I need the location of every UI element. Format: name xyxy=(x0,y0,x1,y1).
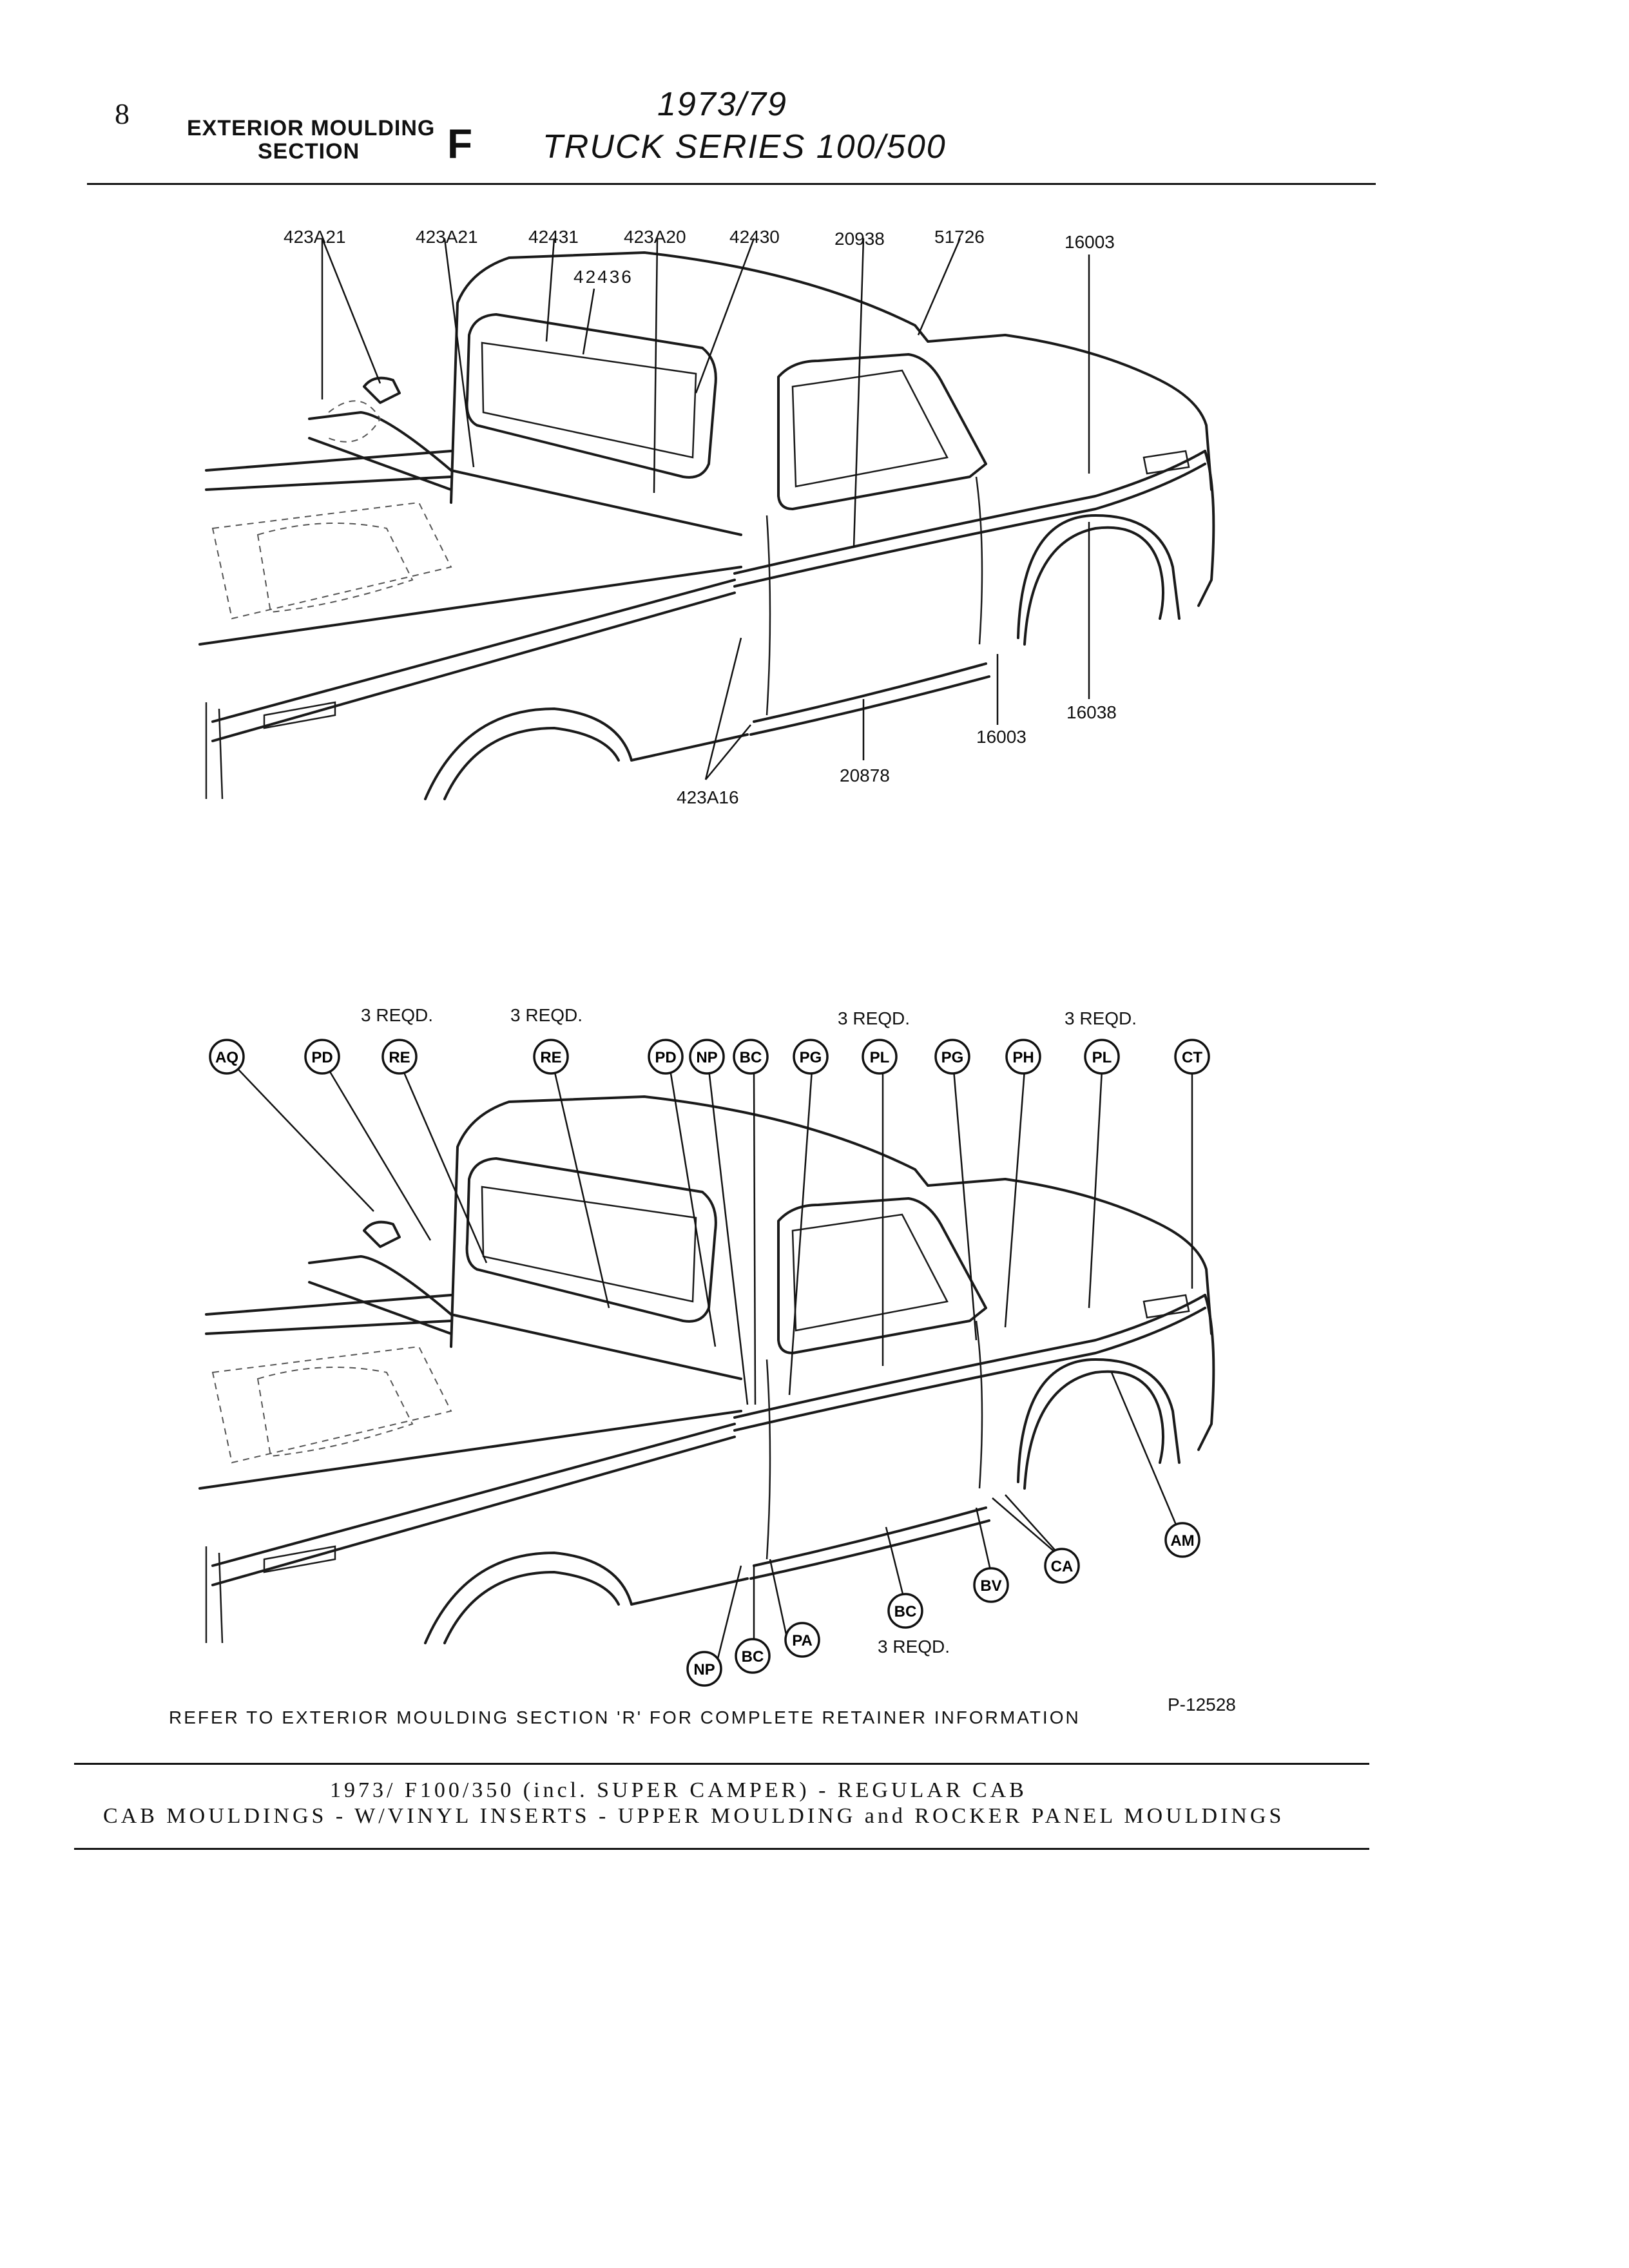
callout-aq xyxy=(210,1040,244,1073)
qty-label-pl-1: 3 REQD. xyxy=(838,1008,911,1028)
callout-bv xyxy=(974,1568,1008,1602)
svg-text:NP: NP xyxy=(693,1661,715,1678)
part-number-42430: 42430 xyxy=(729,227,780,247)
section-letter: F xyxy=(447,120,473,167)
top-leader-lines xyxy=(322,238,1089,780)
section-title-line2: SECTION xyxy=(258,139,360,164)
svg-text:CA: CA xyxy=(1050,1558,1074,1575)
figure-number: P-12528 xyxy=(1168,1695,1236,1715)
svg-text:BC: BC xyxy=(741,1648,764,1666)
svg-text:PG: PG xyxy=(799,1049,822,1066)
part-number-42436: 42436 xyxy=(574,267,633,287)
caption-line2: CAB MOULDINGS - W/VINYL INSERTS - UPPER MOULDING and ROCKER PANEL MOULDINGS xyxy=(103,1804,1285,1828)
part-number-42431: 42431 xyxy=(528,227,579,247)
svg-text:PA: PA xyxy=(792,1632,813,1649)
callout-pd-1 xyxy=(305,1040,339,1073)
caption-line1: 1973/ F100/350 (incl. SUPER CAMPER) - REGULAR CAB xyxy=(330,1778,1027,1802)
svg-text:PD: PD xyxy=(311,1049,333,1066)
svg-text:BC: BC xyxy=(739,1049,762,1066)
callout-am xyxy=(1166,1523,1199,1557)
page-number: 8 xyxy=(115,97,130,130)
part-number-423a20: 423A20 xyxy=(624,227,686,247)
callout-ct xyxy=(1175,1040,1209,1073)
svg-text:RE: RE xyxy=(389,1049,410,1066)
section-title-line1: EXTERIOR MOULDING xyxy=(187,116,436,140)
part-number-20878: 20878 xyxy=(840,765,890,785)
part-number-423a16: 423A16 xyxy=(677,787,739,807)
retainer-note: REFER TO EXTERIOR MOULDING SECTION 'R' FOR COMPLETE RETAINER INFORMATION xyxy=(169,1707,1081,1727)
svg-text:RE: RE xyxy=(540,1049,562,1066)
part-number-16038: 16038 xyxy=(1066,702,1117,722)
svg-text:PG: PG xyxy=(941,1049,964,1066)
callout-pd-2 xyxy=(649,1040,682,1073)
svg-text:BV: BV xyxy=(980,1577,1002,1595)
part-number-16003-lower: 16003 xyxy=(976,727,1027,747)
callout-bc-2 xyxy=(889,1594,922,1628)
part-number-51726: 51726 xyxy=(934,227,985,247)
svg-text:PL: PL xyxy=(1092,1049,1112,1066)
model-years: 1973/79 xyxy=(657,86,787,123)
svg-text:BC: BC xyxy=(894,1603,917,1620)
part-number-423a21-2: 423A21 xyxy=(416,227,478,247)
svg-text:PL: PL xyxy=(869,1049,890,1066)
part-number-16003-top: 16003 xyxy=(1065,232,1115,252)
caption-rule-top xyxy=(74,1763,1369,1765)
truck-series: TRUCK SERIES 100/500 xyxy=(543,128,947,166)
callout-pa xyxy=(786,1623,819,1657)
part-number-20938: 20938 xyxy=(834,229,885,249)
qty-label-re-2: 3 REQD. xyxy=(510,1005,583,1025)
callout-np-1 xyxy=(690,1040,724,1073)
svg-text:AQ: AQ xyxy=(215,1049,238,1066)
svg-text:AM: AM xyxy=(1170,1532,1195,1550)
callout-bc-3 xyxy=(736,1639,769,1673)
svg-text:CT: CT xyxy=(1182,1049,1202,1066)
callout-ph xyxy=(1007,1040,1040,1073)
qty-label-bc: 3 REQD. xyxy=(878,1637,950,1657)
qty-label-pl-2: 3 REQD. xyxy=(1065,1008,1137,1028)
callout-re-2 xyxy=(534,1040,568,1073)
callout-np-2 xyxy=(688,1652,721,1686)
callout-pl-1 xyxy=(863,1040,896,1073)
top-truck-illustration xyxy=(200,253,1213,799)
caption-rule-bottom xyxy=(74,1848,1369,1850)
bottom-leader-lines xyxy=(238,1070,1195,1669)
qty-label-re-1: 3 REQD. xyxy=(361,1005,434,1025)
callout-re-1 xyxy=(383,1040,416,1073)
svg-text:PD: PD xyxy=(655,1049,677,1066)
callout-bc-1 xyxy=(734,1040,767,1073)
svg-text:NP: NP xyxy=(696,1049,718,1066)
part-number-423a21-1: 423A21 xyxy=(284,227,346,247)
callout-pg-1 xyxy=(794,1040,827,1073)
callout-pg-2 xyxy=(936,1040,969,1073)
callout-pl-2 xyxy=(1085,1040,1119,1073)
svg-text:PH: PH xyxy=(1012,1049,1034,1066)
callout-ca xyxy=(1045,1549,1079,1582)
